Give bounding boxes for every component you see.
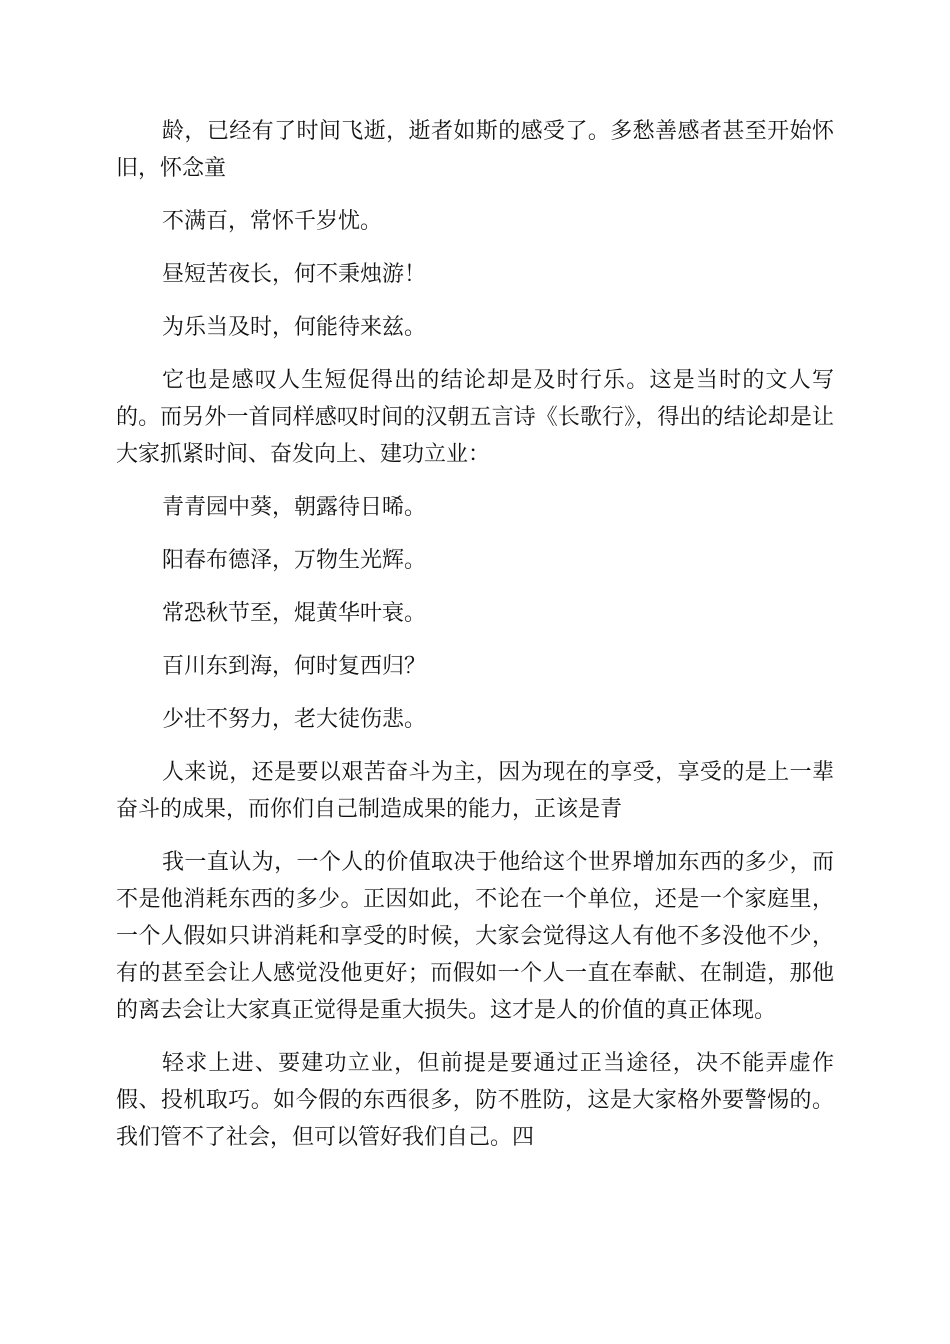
paragraph-4: 我一直认为，一个人的价值取决于他给这个世界增加东西的多少，而不是他消耗东西的多少。正因如此，不论在一个单位，还是一个家庭里，一个人假如只讲消耗和享受的时候，大家会觉得这人有他不多没他不少，有的甚至会让人感觉没他更好；而假如一个人一直在奉献、在制造，那他的离去会让大家真正觉得是重大损失。这才是人的价值的真正体现。 xyxy=(116,850,834,1023)
poem-line-8: 少壮不努力，老大徒伤悲。 xyxy=(162,707,427,732)
poem-line-4: 青青园中葵，朝露待日晞。 xyxy=(162,495,427,520)
paragraph-1: 龄，已经有了时间飞逝，逝者如斯的感受了。多愁善感者甚至开始怀旧，怀念童 xyxy=(116,119,834,181)
poem-line-1: 不满百，常怀千岁忧。 xyxy=(162,209,383,234)
paragraph-3: 人来说，还是要以艰苦奋斗为主，因为现在的享受，享受的是上一辈奋斗的成果，而你们自己制造成果的能力，正该是青 xyxy=(116,760,834,822)
paragraph-2: 它也是感叹人生短促得出的结论却是及时行乐。这是当时的文人写的。而另外一首同样感叹时间的汉朝五言诗《长歌行》，得出的结论却是让大家抓紧时间、奋发向上、建功立业： xyxy=(116,368,834,467)
poem-line-3: 为乐当及时，何能待来兹。 xyxy=(162,315,427,340)
poem-line-2: 昼短苦夜长，何不秉烛游！ xyxy=(162,262,427,287)
paragraph-5: 轻求上进、要建功立业，但前提是要通过正当途径，决不能弄虚作假、投机取巧。如今假的东西很多，防不胜防，这是大家格外要警惕的。我们管不了社会，但可以管好我们自己。四 xyxy=(116,1051,834,1150)
poem-line-7: 百川东到海，何时复西归？ xyxy=(162,654,427,679)
poem-line-5: 阳春布德泽，万物生光辉。 xyxy=(162,548,427,573)
document-body xyxy=(116,113,834,1172)
poem-line-6: 常恐秋节至，焜黄华叶衰。 xyxy=(162,601,427,626)
